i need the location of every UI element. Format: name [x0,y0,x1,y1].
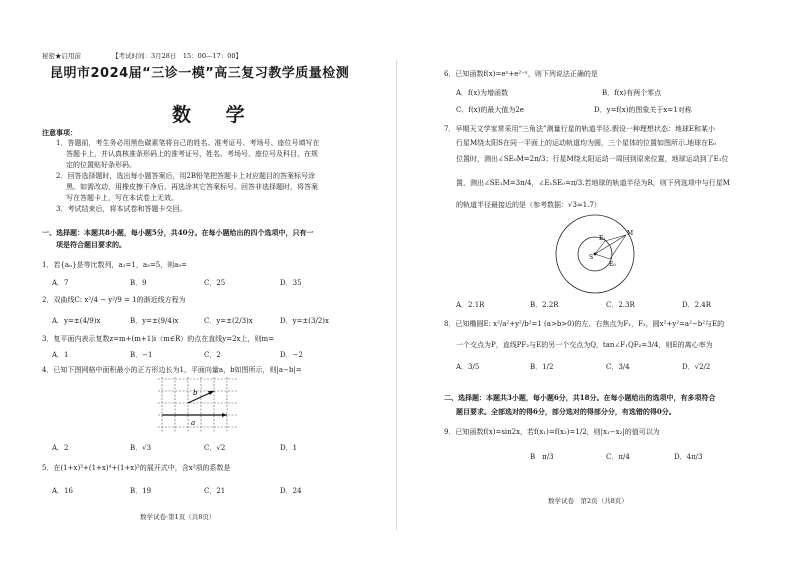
q4-stem: 4．已知下图网格中面积最小的正方形边长为1，平面向量a，b如图所示，则|a−b|= [42,366,302,374]
label-e0: E₀ [609,261,616,268]
section1-heading-cont: 项是符合题目要求的。 [56,240,126,249]
q7-orbit-figure [543,213,647,299]
q8-option-c: C．3/4 [606,363,630,371]
section2-heading: 二、选择题：本题共3小题，每小题6分，共18分。在每小题给出的选项中，有多项符合 [444,393,716,402]
q5-stem: 5．在(1+x)³+(1+x)⁴+(1+x)⁵的展开式中，含x²项的系数是 [42,464,231,472]
q7-line: 的轨道半径最接近的是（参考数据：√3≈1.7） [456,201,601,209]
q4-option-a: A．2 [52,444,69,452]
note-line: 写在答题卡上，写在本试卷上无效。 [66,194,178,202]
q2-stem: 2．双曲线C: x²/4 − y²/9 = 1的渐近线方程为 [42,296,186,304]
vector-a-label: a [191,419,196,427]
note-line: 2．回答选择题时，选出每小题答案后，用2B铅笔把答题卡上对应题目的答案标号涂 [56,172,316,180]
page-divider [396,60,397,530]
section1-heading: 一、选择题：本题共8小题，每小题5分，共40分。在每小题给出的四个选项中，只有一 [42,228,314,237]
footer-page-2: 数学试卷 第2页（共8页） [548,497,628,505]
q1-option-d: D．35 [280,279,302,287]
q7-line: 位置时，测出∠SE₀M=2π/3；行星M绕太阳运动一周回到原来位置，地球运动到了E₁位 [456,155,729,163]
q3-option-a: A．1 [52,351,69,359]
q5-option-c: C．21 [204,487,226,495]
q6-option-b: B．f(x)有两个零点 [602,89,662,97]
q8-line: 一个交点为P，直线PF₂与E的另一个交点为Q，tan∠F₁QF₂=3/4，则E的离心率为 [456,341,713,349]
q4-option-d: D．1 [280,444,298,452]
secret-label: 秘密★启用前 [42,52,81,60]
notes-heading: 注意事项： [42,128,77,137]
note-line: 1．答题前，考生务必用黑色碳素笔将自己的姓名、准考证号、考场号、座位号填写在 [56,139,320,147]
q3-option-b: B．−1 [130,351,153,359]
q4-option-b: B．√3 [130,444,152,452]
footer-page-1: 数学试卷·第1页（共8页） [140,513,216,521]
q2-option-a: A．y=±(4/9)x [52,317,101,325]
q6-option-c: C．f(x)的最大值为2e [456,106,524,114]
section2-heading-cont: 题目要求。全部选对的得6分，部分选对的得部分分，有选错的得0分。 [456,407,676,416]
q6-stem: 6．已知函数f(x)=eˣ+e²⁻ˣ，则下列说法正确的是 [444,70,598,78]
q7-line: 置，测出∠SE₁M=3π/4，∠E₁SE₀=π/3.若地球的轨道半径为R，则下列选项中与行星M [456,179,730,187]
q4-grid-figure [153,375,243,441]
q2-option-d: D．y=±(3/2)x [280,317,329,325]
q9-option-b: B π/3 [530,453,554,461]
q7-option-b: B．2.2R [530,301,559,309]
q1-option-b: B．9 [130,279,147,287]
subject-title: 数 学 [172,104,259,126]
note-line: 黑。如需改动，用橡皮擦干净后，再选涂其它答案标号。回答非选择题时，将答案 [66,183,318,191]
q3-stem: 3．复平面内表示复数z=m+(m+1)i（m∈R）的点在直线y=2x上，则m= [42,335,274,343]
q9-option-c: C．π/4 [606,453,630,461]
q9-stem: 9．已知函数f(x)=sin2x，若f(x₁)=f(x₂)=1/2，则|x₁−x₂|的值可以为 [444,428,660,436]
vector-b-label: b [193,389,198,397]
q7-option-d: D．2.4R [682,301,712,309]
q2-option-c: C．y=±(2/3)x [204,317,253,325]
q6-option-d: D．y=f(x)的图象关于x=1对称 [594,106,692,114]
q7-option-a: A．2.1R [456,301,485,309]
note-line: 3．考试结束后，将本试卷和答题卡交回。 [56,205,187,213]
exam-title: 昆明市2024届“三诊一模”高三复习教学质量检测 [50,66,350,81]
q7-line: 行星M绕太阳S在同一平面上的运动轨道均为圆，三个星体的位置如图所示.地球在E₀ [456,139,717,147]
q1-stem: 1．若{aₙ}是等比数列，a₁=1，a₅=5，则a₉= [42,261,188,269]
q5-option-d: D．24 [280,487,302,495]
q9-option-d: D．4π/3 [674,453,703,461]
label-s: S [589,254,594,261]
q5-option-b: B．19 [130,487,152,495]
q7-option-c: C．2.3R [606,301,635,309]
q1-option-c: C．25 [204,279,226,287]
q8-line: 8．已知椭圆E: x²/a²+y²/b²=1 (a>b>0)的左、右焦点为F₁，F₂，圆x²+y²=a²−b²与E的 [444,320,725,328]
q1-option-a: A．7 [52,279,69,287]
q2-option-b: B．y=±(9/4)x [130,317,179,325]
label-e1: E₁ [599,235,606,242]
q8-option-b: B．1/2 [530,363,554,371]
q7-line: 7．早期天文学家常采用“三角法”测量行星的轨道半径.假设一种理想状态：地球E和某小 [444,125,715,133]
q6-option-a: A．f(x)为增函数 [456,89,509,97]
exam-time: 【考试时间：3月28日 15：00—17：00】 [112,52,242,60]
q8-option-d: D．√2/2 [682,363,711,371]
q8-option-a: A．3/5 [456,363,480,371]
note-line: 定的位置贴好条形码。 [66,161,136,169]
q3-option-c: C．2 [204,351,221,359]
label-m: M [627,230,634,237]
note-line: 答题卡上，并认真核准条形码上的准考证号、姓名、考场号、座位号及科目，在规 [66,150,318,158]
q5-option-a: A．16 [52,487,73,495]
q4-option-c: C．√2 [204,444,226,452]
q3-option-d: D．−2 [280,351,303,359]
